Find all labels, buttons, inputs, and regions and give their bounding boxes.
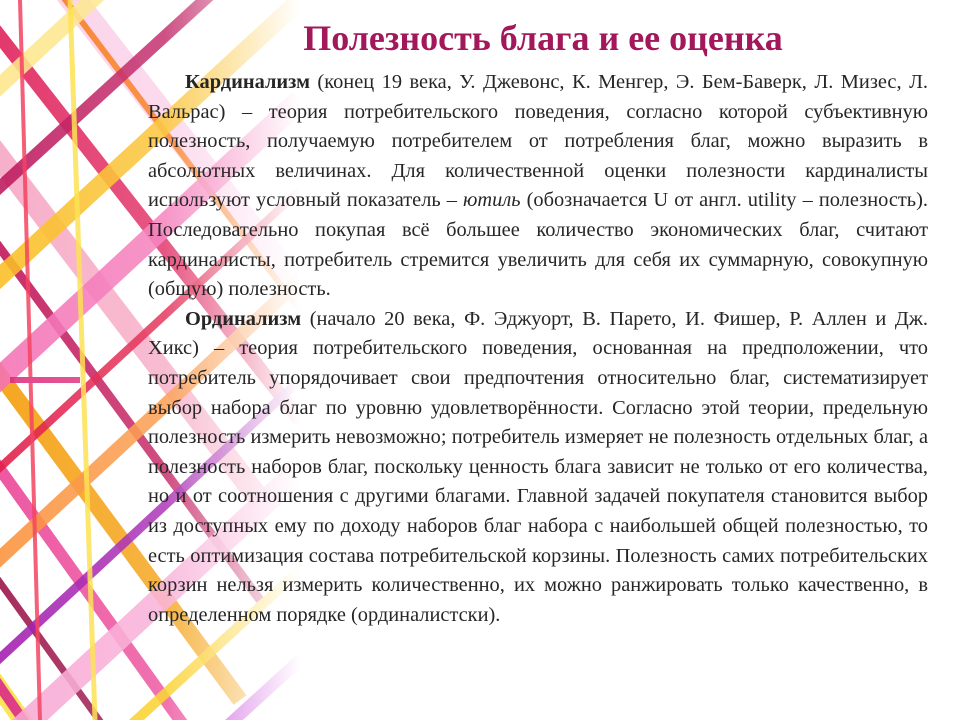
slide-body [148,68,928,630]
paragraph-cardinalism [148,68,928,305]
cardinalism-text-1: (конец 19 века, У. Джевонс, К. Менгер, Э. Бем-Баверк, Л. Мизес, Л. Вальрас) – теория потребительского поведения, согласно которой субъективную полезность, получаемую потребителем от потребления благ, можно выразить в абсолютных величинах. Для количественной оценки полезности кардиналисты используют условный показатель – [148,71,928,212]
util-term: ютиль [463,189,521,212]
cardinalism-text-2: (обозначается U от англ. utility – полезность). Последовательно покупая всё большее количество экономических благ, считают кардиналисты, потребитель стремится увеличить для себя их суммарную, совокупную (общую) полезность. [148,189,928,301]
term-cardinalism: Кардинализм [185,71,310,93]
ordinalism-text: (начало 20 века, Ф. Эджуорт, В. Парето, И. Фишер, Р. Аллен и Дж. Хикс) – теория потребительского поведения, основанная на предположении, что потребитель упорядочивает свои предпочтения относительно благ, систематизирует выбор набора благ по уровню удовлетворённости. Согласно этой теории, предельную полезность измерить невозможно; потребитель измеряет не полезность отдельных благ, а полезность наборов благ, поскольку ценность блага зависит не только от его количества, но и от соотношения с другими благами. Главной задачей покупателя становится выбор из доступных ему по доходу наборов благ набора с наибольшей общей полезностью, то есть оптимизация состава потребительской корзины. Полезность самих потребительских корзин нельзя измерить количественно, их можно ранжировать только качественно, в определенном порядке (ординалистски). [148,307,928,626]
term-ordinalism: Ординализм [185,307,302,330]
paragraph-ordinalism [148,305,928,631]
slide-title: Полезность блага и ее оценка [303,18,783,58]
